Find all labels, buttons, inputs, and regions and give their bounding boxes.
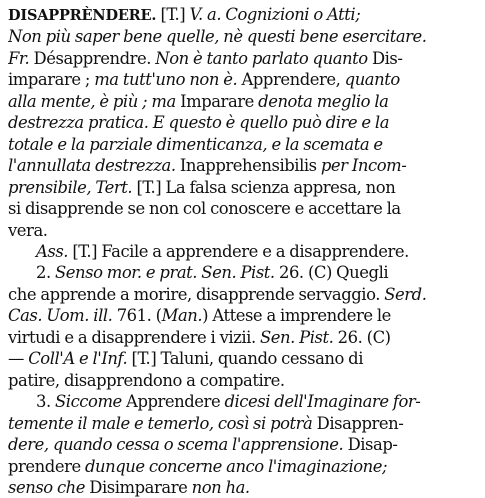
text-run: 26. (C) Quegli bbox=[274, 263, 389, 283]
entry-line bbox=[8, 220, 478, 241]
dictionary-entry bbox=[8, 4, 478, 498]
text-run: [T.] Taluni, quando cessano di bbox=[127, 349, 364, 369]
text-run: 3. bbox=[36, 392, 55, 412]
headword: DISAPPRÈNDERE. bbox=[8, 7, 157, 24]
italic-text: prensibile, Tert. bbox=[8, 177, 133, 197]
text-run: si disapprende se non col conoscere e accettare la bbox=[8, 199, 401, 219]
italic-text: Man. bbox=[161, 306, 203, 326]
text-run: imparare ; bbox=[8, 70, 95, 90]
italic-text: quando cessa o scema l'apprensione. bbox=[52, 435, 344, 455]
entry-line bbox=[8, 327, 478, 348]
text-run: Apprendere, bbox=[237, 70, 345, 90]
entry-line bbox=[8, 198, 478, 219]
entry-line bbox=[8, 456, 478, 477]
italic-text: dere, bbox=[8, 435, 53, 455]
entry-line bbox=[8, 155, 478, 176]
italic-text: l'annullata destrezza. bbox=[8, 156, 176, 176]
entry-line bbox=[8, 241, 478, 262]
text-run: 761. ( bbox=[112, 306, 162, 326]
italic-text: Non è tanto parlato quanto bbox=[155, 48, 368, 68]
text-run: Imparare bbox=[175, 91, 259, 111]
entry-line bbox=[8, 434, 478, 455]
text-run: Apprendere bbox=[121, 392, 225, 412]
entry-line bbox=[8, 134, 478, 155]
text-run: [T.] bbox=[156, 5, 190, 24]
italic-text: totale e la parziale dimenticanza, e la scemata e bbox=[8, 134, 383, 154]
entry-line bbox=[8, 69, 478, 90]
entry-line bbox=[8, 26, 478, 47]
text-run: che apprende a morire, disapprende servaggio. bbox=[8, 284, 385, 304]
italic-text: alla mente, è più ; ma bbox=[8, 91, 176, 111]
entry-line bbox=[8, 112, 478, 133]
italic-text: per Incom- bbox=[320, 156, 407, 176]
entry-line bbox=[8, 284, 478, 305]
italic-text: non ha. bbox=[191, 477, 250, 497]
entry-line bbox=[8, 391, 478, 412]
text-run: prendere bbox=[8, 456, 85, 476]
text-run: Désapprendre. bbox=[29, 48, 156, 68]
text-run: vera. bbox=[8, 220, 48, 240]
text-run: Disimparare bbox=[85, 477, 192, 497]
text-run: Disap- bbox=[343, 435, 398, 455]
italic-text: Senso mor. e prat. Sen. Pist. bbox=[55, 263, 275, 283]
entry-line bbox=[8, 177, 478, 198]
entry-line bbox=[8, 370, 478, 391]
text-run: patire, disapprendono a compatire. bbox=[8, 370, 285, 390]
entry-line bbox=[8, 413, 478, 434]
italic-text: quanto bbox=[344, 70, 400, 90]
italic-text: Serd. bbox=[384, 284, 427, 304]
entry-line bbox=[8, 48, 478, 69]
italic-text: V. a. Cognizioni o Atti; bbox=[189, 5, 361, 24]
entry-line bbox=[8, 305, 478, 326]
text-run: [T.] Facile a apprendere e a disapprendere. bbox=[68, 241, 409, 261]
italic-text: Non più saper bene quelle, nè questi bene esercitare. bbox=[8, 27, 427, 47]
italic-text: Siccome bbox=[55, 392, 122, 412]
italic-text: senso che bbox=[8, 477, 86, 497]
italic-text: dunque concerne anco l'imaginazione; bbox=[84, 456, 388, 476]
text-run: 26. (C) bbox=[333, 327, 391, 347]
text-run: Disappren- bbox=[312, 413, 404, 433]
italic-text: dicesi dell'Imaginare for- bbox=[224, 392, 421, 412]
italic-text: Sen. Pist. bbox=[260, 327, 334, 347]
italic-text: Ass. bbox=[36, 241, 69, 261]
entry-line bbox=[8, 262, 478, 283]
italic-text: Cas. Uom. ill. bbox=[8, 306, 113, 326]
entry-line bbox=[8, 348, 478, 369]
text-run: 2. bbox=[36, 263, 55, 283]
italic-text: destrezza pratica. E questo è quello può dire e la bbox=[8, 113, 390, 133]
text-run: ) Attese a imprendere le bbox=[202, 306, 391, 326]
text-run: Dis- bbox=[367, 48, 403, 68]
text-run: — bbox=[8, 349, 29, 369]
italic-text: temente il male e temerlo, così si potrà bbox=[8, 413, 313, 433]
text-run: virtudi e a disapprendere i vizii. bbox=[8, 327, 260, 347]
text-run: [T.] La falsa scienza appresa, non bbox=[132, 177, 396, 197]
italic-text: denota meglio la bbox=[258, 91, 389, 111]
italic-text: Fr. bbox=[8, 48, 30, 68]
text-run: Inapprehensibilis bbox=[175, 156, 321, 176]
italic-text: Coll'A e l'Inf. bbox=[28, 349, 128, 369]
italic-text: ma tutt'uno non è. bbox=[94, 70, 238, 90]
entry-line bbox=[8, 477, 478, 498]
entry-line bbox=[8, 91, 478, 112]
entry-line bbox=[8, 4, 478, 26]
